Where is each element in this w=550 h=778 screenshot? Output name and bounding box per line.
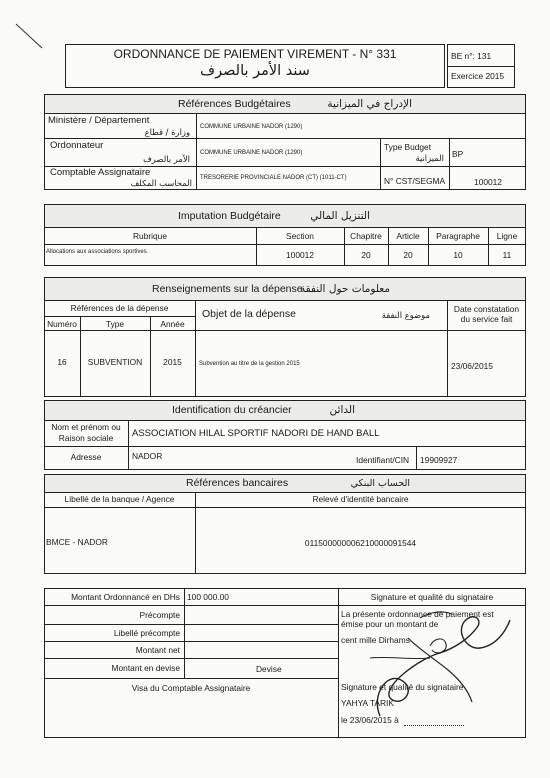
signature-line3: cent mille Dirhams: [341, 635, 410, 645]
ordonnateur-label: Ordonnateur: [50, 140, 104, 151]
bancaires-title-arabic: الحساب البنكي: [350, 478, 410, 489]
identifiant-value: 19909927: [420, 455, 458, 465]
col-article: Article: [396, 231, 420, 241]
bancaires-title: Références bancaires: [186, 477, 289, 489]
type-budget-label-arabic: الميزانية: [415, 153, 444, 163]
depense-title: Renseignements sur la dépense: [152, 283, 303, 295]
depense-title-arabic: معلومات حول النفقة: [299, 283, 390, 295]
rubrique-value: Allocations aux associations sportives: [46, 249, 147, 255]
document-title: ORDONNANCE DE PAIEMENT VIREMENT - N° 331: [113, 47, 397, 61]
signatory-name: YAHYA TARIK: [341, 698, 394, 708]
objet-label-arabic: موضوع النفقة: [381, 310, 430, 320]
article-value: 20: [403, 250, 413, 260]
signature-title-2: Signature et qualité du signataire: [341, 682, 464, 692]
col-section: Section: [286, 231, 314, 241]
creancier-title: Identification du créancier: [172, 404, 292, 416]
section-value: 100012: [286, 250, 314, 260]
signature-line2: émise pour un montant de: [341, 619, 439, 629]
signature-date: le 23/06/2015 à: [341, 715, 399, 725]
creancier-title-arabic: الدائن: [329, 404, 355, 416]
precompte-label: Précompte: [139, 610, 180, 620]
budget-references-title: Références Budgétaires: [178, 98, 291, 110]
banque-label: Libellé de la banque / Agence: [64, 494, 175, 504]
type-budget-label: Type Budget: [384, 142, 432, 152]
annee-value: 2015: [163, 357, 182, 367]
identifiant-label: Identifiant/CIN: [356, 455, 410, 465]
objet-value: Subvention au titre de la gestion 2015: [199, 361, 300, 367]
objet-label: Objet de la dépense: [202, 308, 296, 320]
annee-label: Année: [160, 319, 185, 329]
montant-devise-label: Montant en devise: [111, 663, 180, 673]
date-label-line1: Date constatation: [453, 304, 520, 314]
montant-net-label: Montant net: [135, 645, 180, 655]
comptable-label: Comptable Assignataire: [50, 167, 151, 178]
libelle-precompte-label: Libellé précompte: [113, 628, 180, 638]
adresse-label: Adresse: [70, 452, 102, 462]
ordonnateur-label-arabic: الآمر بالصرف: [143, 154, 190, 164]
col-ligne: Ligne: [496, 231, 518, 241]
date-label-line2: du service fait: [460, 314, 513, 324]
ordonnateur-value: COMMUNE URBAINE NADOR (1290): [200, 150, 303, 156]
signature-title: Signature et qualité du signataire: [370, 592, 494, 602]
rib-value: 011500000006210000091544: [304, 538, 417, 548]
comptable-value: TRESORERIE PROVINCIALE NADOR (CT) (1011-CT): [200, 175, 347, 181]
banque-value: BMCE - NADOR: [46, 537, 108, 547]
col-chapitre: Chapitre: [350, 231, 382, 241]
be-number: BE n°: 131: [451, 51, 492, 61]
adresse-value: NADOR: [132, 451, 163, 461]
ministere-label: Ministère / Département: [48, 115, 150, 126]
paragraphe-value: 10: [453, 250, 463, 260]
ministere-label-arabic: وزارة / قطاع: [144, 127, 190, 137]
nom-label-line1: Nom et prénom ou: [51, 422, 121, 432]
nom-label-line2: Raison sociale: [58, 433, 114, 443]
cst-value: 100012: [474, 177, 502, 187]
rib-label: Relevé d'identité bancaire: [312, 494, 409, 504]
cst-label: N° CST/SEGMA: [384, 176, 446, 186]
comptable-label-arabic: المحاسب المكلف: [130, 178, 192, 188]
chapitre-value: 20: [361, 250, 371, 260]
imputation-title-arabic: التنزيل المالي: [310, 210, 370, 222]
handwritten-signature: [360, 598, 520, 728]
ligne-value: 11: [502, 250, 512, 260]
budget-references-title-arabic: الإدراج في الميزانية: [327, 98, 412, 110]
margin-mark: [14, 22, 44, 50]
visa-comptable-label: Visa du Comptable Assignataire: [131, 683, 251, 693]
document-title-arabic: سند الأمر بالصرف: [200, 63, 310, 79]
col-rubrique: Rubrique: [133, 231, 167, 241]
numero-label: Numéro: [47, 319, 77, 329]
montant-ordonnance-value: 100 000.00: [187, 592, 229, 602]
devise-label: Devise: [256, 664, 282, 674]
col-paragraphe: Paragraphe: [436, 231, 480, 241]
ministere-value: COMMUNE URBAINE NADOR (1290): [200, 124, 303, 130]
type-value: SUBVENTION: [87, 357, 143, 367]
signature-line1: La présente ordonnance de paiement est: [341, 609, 494, 619]
exercice-year: Exercice 2015: [451, 71, 505, 81]
type-label: Type: [105, 319, 125, 329]
type-budget-value: BP: [452, 149, 464, 159]
montant-ordonnance-label: Montant Ordonnancé en DHs: [71, 592, 180, 602]
refs-depense-label: Références de la dépense: [70, 303, 169, 313]
date-value: 23/06/2015: [451, 361, 493, 371]
numero-value: 16: [57, 357, 67, 367]
creancier-name: ASSOCIATION HILAL SPORTIF NADORI DE HAND BALL: [132, 428, 380, 439]
imputation-title: Imputation Budgétaire: [178, 210, 281, 222]
